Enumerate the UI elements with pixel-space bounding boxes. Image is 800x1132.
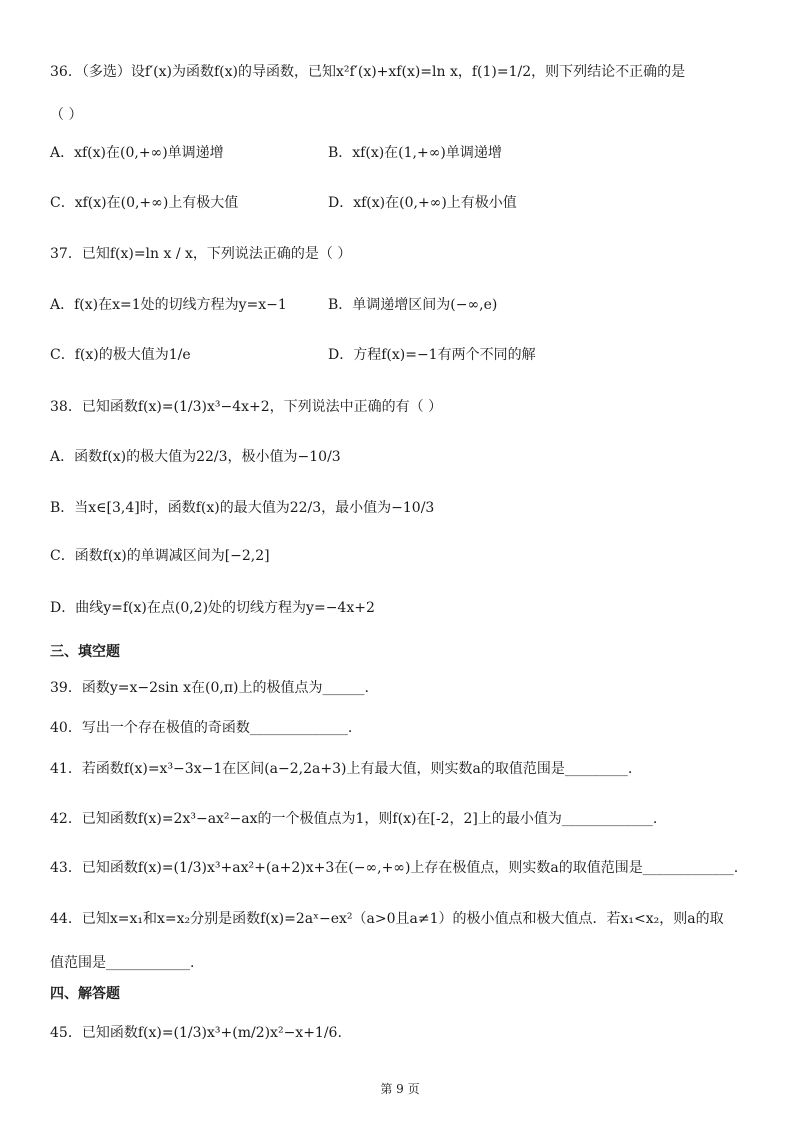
question-40: 40．写出一个存在极值的奇函数______________. bbox=[50, 720, 353, 736]
question-36: 36．（多选）设f′(x)为函数f(x)的导函数，已知x²f′(x)+xf(x)=ln x，f(1)=1/2，则下列结论不正确的是 bbox=[50, 64, 686, 80]
section-answer-heading: 四、解答题 bbox=[50, 986, 120, 1002]
question-41: 41．若函数f(x)=x³−3x−1在区间(a−2,2a+3)上有最大值，则实数a的取值范围是_________. bbox=[50, 761, 633, 777]
page-number: 第 9 页 bbox=[380, 1082, 420, 1096]
q36-option-a: A．xf(x)在(0,+∞)单调递增 bbox=[50, 145, 224, 161]
q38-option-c: C．函数f(x)的单调减区间为[−2,2] bbox=[50, 548, 270, 564]
q36-option-d: D．xf(x)在(0,+∞)上有极小值 bbox=[328, 195, 517, 211]
q37-option-a: A．f(x)在x=1处的切线方程为y=x−1 bbox=[50, 297, 287, 313]
question-39: 39．函数y=x−2sin x在(0,π)上的极值点为______. bbox=[50, 680, 369, 696]
q37-option-c: C．f(x)的极大值为1/e bbox=[50, 347, 191, 363]
q38-option-d: D．曲线y=f(x)在点(0,2)处的切线方程为y=−4x+2 bbox=[50, 600, 375, 616]
question-37: 37．已知f(x)=ln x / x，下列说法正确的是（ ） bbox=[50, 246, 352, 262]
question-42: 42．已知函数f(x)=2x³−ax²−ax的一个极值点为1，则f(x)在[-2，2]上的最小值为_____________. bbox=[50, 811, 658, 827]
q38-option-b: B．当x∈[3,4]时，函数f(x)的最大值为22/3，最小值为−10/3 bbox=[50, 500, 435, 516]
question-43: 43．已知函数f(x)=(1/3)x³+ax²+(a+2)x+3在(−∞,+∞)上存在极值点，则实数a的取值范围是_____________. bbox=[50, 860, 739, 876]
q36-option-b: B．xf(x)在(1,+∞)单调递增 bbox=[328, 145, 502, 161]
q38-option-a: A．函数f(x)的极大值为22/3，极小值为−10/3 bbox=[50, 449, 341, 465]
question-44-cont: 值范围是____________. bbox=[50, 955, 195, 971]
q37-option-d: D．方程f(x)=−1有两个不同的解 bbox=[328, 347, 536, 363]
section-fill-heading: 三、填空题 bbox=[50, 644, 120, 660]
question-36-paren: （ ） bbox=[50, 107, 83, 123]
q37-option-b: B．单调递增区间为(−∞,e) bbox=[328, 297, 498, 313]
question-38: 38．已知函数f(x)=(1/3)x³−4x+2，下列说法中正确的有（ ） bbox=[50, 399, 443, 415]
question-45: 45．已知函数f(x)=(1/3)x³+(m/2)x²−x+1/6. bbox=[50, 1025, 342, 1041]
question-44: 44．已知x=x₁和x=x₂分别是函数f(x)=2aˣ−ex²（a>0且a≠1）的极小值点和极大值点．若x₁<x₂，则a的取 bbox=[50, 911, 724, 927]
q36-option-c: C．xf(x)在(0,+∞)上有极大值 bbox=[50, 195, 239, 211]
